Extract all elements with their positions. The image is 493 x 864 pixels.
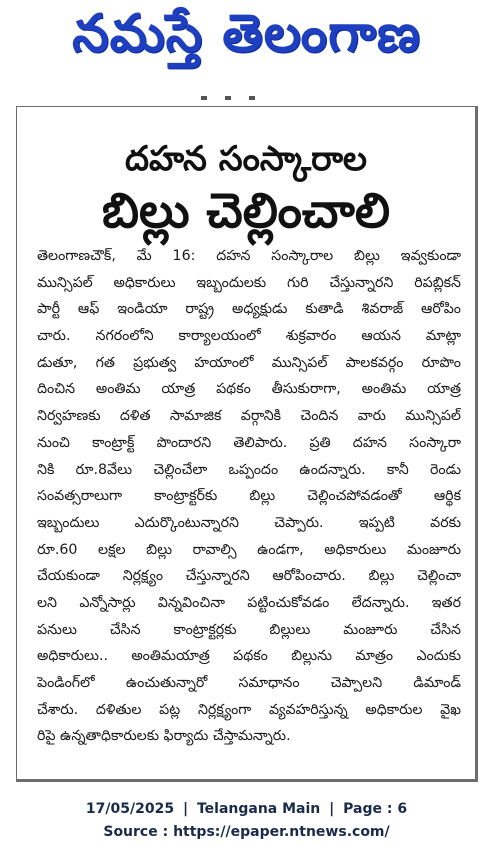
footer-meta: [0, 801, 493, 817]
body-line: నిర్వహణకు దళిత సామాజిక వర్గానికి చెందిన వారు మున్సిపల్: [37, 408, 461, 425]
news-article: [16, 106, 478, 782]
footer-source: Source : https://epaper.ntnews.com/: [103, 824, 390, 840]
crop-mark: [225, 96, 231, 100]
body-line: అధికారులు.. అంతిమయాత్ర పథకం బిల్లును మాత్రం ఎందుకు: [37, 648, 461, 665]
newspaper-masthead: [0, 0, 493, 80]
headline-line-1: దహన సంస్కారాల: [124, 139, 368, 179]
footer-page: Page : 6: [343, 801, 408, 817]
body-line: నుంచి కాంట్రాక్ట్ పొందారని తెలిపారు. ప్రతి దహన సంస్కారా: [37, 434, 461, 451]
crop-marks: [201, 96, 281, 102]
crop-mark: [249, 96, 255, 100]
body-line: పెండింగ్‌లో ఉంచుతున్నారో సమాధానం చెప్పాలని డిమాండ్: [37, 675, 461, 691]
body-line: రిపై ఉన్నతాధికారులకు ఫిర్యాదు చేస్తామన్నారు.: [37, 728, 291, 745]
footer-edition: Telangana Main: [196, 801, 321, 817]
body-line: డుతూ, గత ప్రభుత్వ హయాంలో మున్సిపల్ పాలకవర్గం రూపొం: [37, 354, 461, 371]
footer-separator: |: [182, 801, 189, 817]
footer-separator: |: [329, 801, 335, 817]
body-line: చేశారు. దళితుల పట్ల నిర్లక్ష్యంగా వ్యవహరిస్తున్న అధికారుల వైఖ: [37, 701, 461, 718]
body-line: లని ఎన్నోసార్లు విన్నవించినా పట్టించుకోవడం లేదన్నారు. ఇతర: [37, 594, 461, 611]
body-line: పనులు చేసిన కాంట్రాక్టర్లకు బిల్లులు మంజూరు చేసిన: [37, 621, 461, 638]
headline-line-2: బిల్లు చెల్లించాలి: [101, 183, 391, 239]
body-line: పార్టీ ఆఫ్ ఇండియా రాష్ట్ర అధ్యక్షుడు కుతాడి శివరాజ్ ఆరోపిం: [37, 301, 461, 318]
body-line: చారు. నగరంలోని కార్యాలయంలో శుక్రవారం ఆయన మాట్లా: [37, 328, 461, 345]
article-body: [37, 243, 461, 750]
footer-date: 17/05/2025: [85, 801, 175, 817]
body-line: తెలంగాణచౌక్, మే 16: దహన సంస్కారాల బిల్లు ఇవ్వకుండా: [37, 248, 461, 264]
body-line: సంవత్సరాలుగా కాంట్రాక్టర్‌కు బిల్లు చెల్లించపోవడంతో ఆర్థిక: [37, 488, 461, 505]
body-line: ఇబ్బందులు ఎదుర్కొంటున్నారని చెప్పారు. ఇప్పటి వరకు: [37, 514, 461, 531]
body-line: దించిన అంతిమ యాత్ర పథకం తీసుకురాగా, అంతిమ యాత్ర: [37, 381, 461, 398]
body-line: చేయకుండా నిర్లక్ష్యం చేస్తున్నారని ఆరోపించారు. బిల్లు చెల్లించా: [37, 568, 461, 585]
body-line: రూ.60 లక్షల బిల్లు రావాల్సి ఉండగా, అధికారులు మంజూరు: [37, 541, 461, 558]
masthead-title: నమస్తే తెలంగాణ: [72, 3, 421, 64]
body-line: నికి రూ.8వేలు చెల్లించేలా ఒప్పందం ఉందన్నారు. కానీ రెండు: [37, 461, 461, 478]
body-line: మున్సిపల్ అధికారులు ఇబ్బందులకు గురి చేస్తున్నారని రిపబ్లికన్: [37, 274, 461, 291]
crop-mark: [201, 96, 207, 100]
